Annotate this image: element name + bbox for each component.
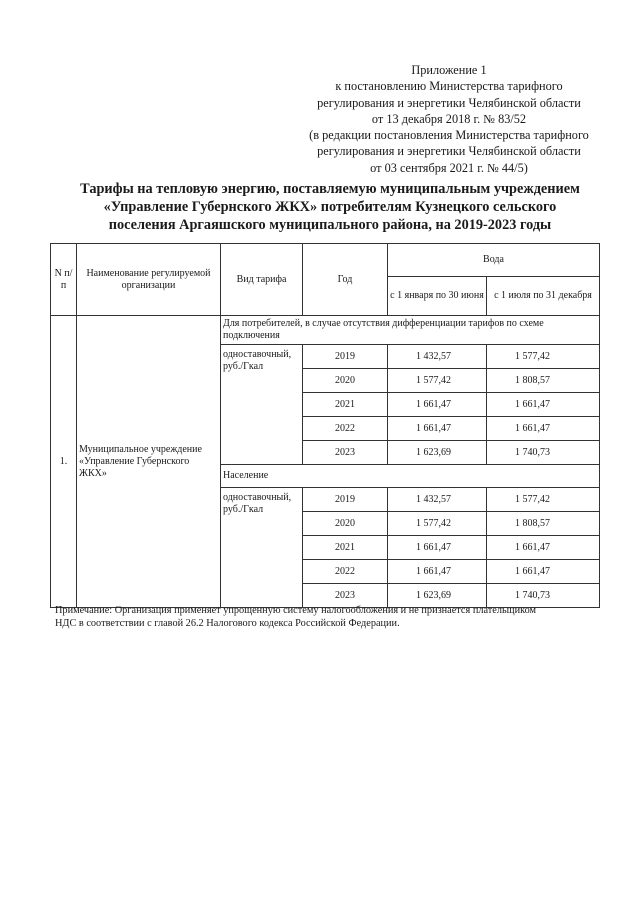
header-row <box>51 244 600 277</box>
document-title <box>40 180 620 234</box>
value-cell: 1 661,47 <box>487 536 600 560</box>
year-cell: 2023 <box>303 441 388 465</box>
row-number: 1. <box>51 316 77 608</box>
year-cell: 2022 <box>303 417 388 441</box>
header-tariff-type: Вид тарифа <box>221 244 303 316</box>
footnote-line: Примечание: Организация применяет упрощенную систему налогообложения и не признается плательщиком <box>55 605 537 616</box>
value-cell: 1 661,47 <box>487 417 600 441</box>
value-cell: 1 808,57 <box>487 369 600 393</box>
title-line: «Управление Губернского ЖКХ» потребителям Кузнецкого сельского <box>103 199 557 215</box>
value-cell: 1 661,47 <box>388 393 487 417</box>
year-cell: 2020 <box>303 512 388 536</box>
header-period-1: с 1 января по 30 июня <box>388 277 487 316</box>
appendix-line: (в редакции постановления Министерства тарифного <box>309 128 589 143</box>
year-cell: 2023 <box>303 584 388 608</box>
appendix-line: регулирования и энергетики Челябинской области <box>317 144 581 159</box>
header-year: Год <box>303 244 388 316</box>
value-cell: 1 740,73 <box>487 584 600 608</box>
appendix-header <box>290 62 608 176</box>
year-cell: 2019 <box>303 488 388 512</box>
year-cell: 2021 <box>303 393 388 417</box>
value-cell: 1 432,57 <box>388 345 487 369</box>
footnote <box>55 604 610 630</box>
header-water: Вода <box>388 244 600 277</box>
org-name: Муниципальное учреждение «Управление Губернского ЖКХ» <box>77 316 221 608</box>
value-cell: 1 577,42 <box>388 369 487 393</box>
value-cell: 1 808,57 <box>487 512 600 536</box>
value-cell: 1 623,69 <box>388 441 487 465</box>
year-cell: 2021 <box>303 536 388 560</box>
tariff-type: одноставочный, руб./Гкал <box>221 345 303 465</box>
value-cell: 1 661,47 <box>388 560 487 584</box>
appendix-line: от 13 декабря 2018 г. № 83/52 <box>371 111 527 126</box>
value-cell: 1 577,42 <box>487 345 600 369</box>
footnote-line: НДС в соответствии с главой 26.2 Налогового кодекса Российской Федерации. <box>55 618 400 629</box>
year-cell: 2019 <box>303 345 388 369</box>
appendix-line: Приложение 1 <box>411 63 487 77</box>
value-cell: 1 432,57 <box>388 488 487 512</box>
tariff-type: одноставочный, руб./Гкал <box>221 488 303 608</box>
title-line: Тарифы на тепловую энергию, поставляемую муниципальным учреждением <box>80 181 580 197</box>
value-cell: 1 661,47 <box>487 393 600 417</box>
appendix-line: к постановлению Министерства тарифного <box>335 79 563 94</box>
year-cell: 2022 <box>303 560 388 584</box>
value-cell: 1 623,69 <box>388 584 487 608</box>
header-org: Наименование регулируемой организации <box>77 244 221 316</box>
category-label: Население <box>221 465 600 488</box>
category-label: Для потребителей, в случае отсутствия дифференциации тарифов по схеме подключения <box>221 316 600 345</box>
value-cell: 1 661,47 <box>487 560 600 584</box>
table-row <box>51 316 600 345</box>
appendix-line: от 03 сентября 2021 г. № 44/5) <box>370 160 528 175</box>
value-cell: 1 577,42 <box>388 512 487 536</box>
appendix-line: регулирования и энергетики Челябинской области <box>317 95 581 110</box>
year-cell: 2020 <box>303 369 388 393</box>
value-cell: 1 661,47 <box>388 417 487 441</box>
header-period-2: с 1 июля по 31 декабря <box>487 277 600 316</box>
title-line: поселения Аргаяшского муниципального района, на 2019-2023 годы <box>108 217 552 233</box>
value-cell: 1 661,47 <box>388 536 487 560</box>
value-cell: 1 577,42 <box>487 488 600 512</box>
value-cell: 1 740,73 <box>487 441 600 465</box>
tariff-table <box>50 243 600 608</box>
header-num: N п/п <box>51 244 77 316</box>
